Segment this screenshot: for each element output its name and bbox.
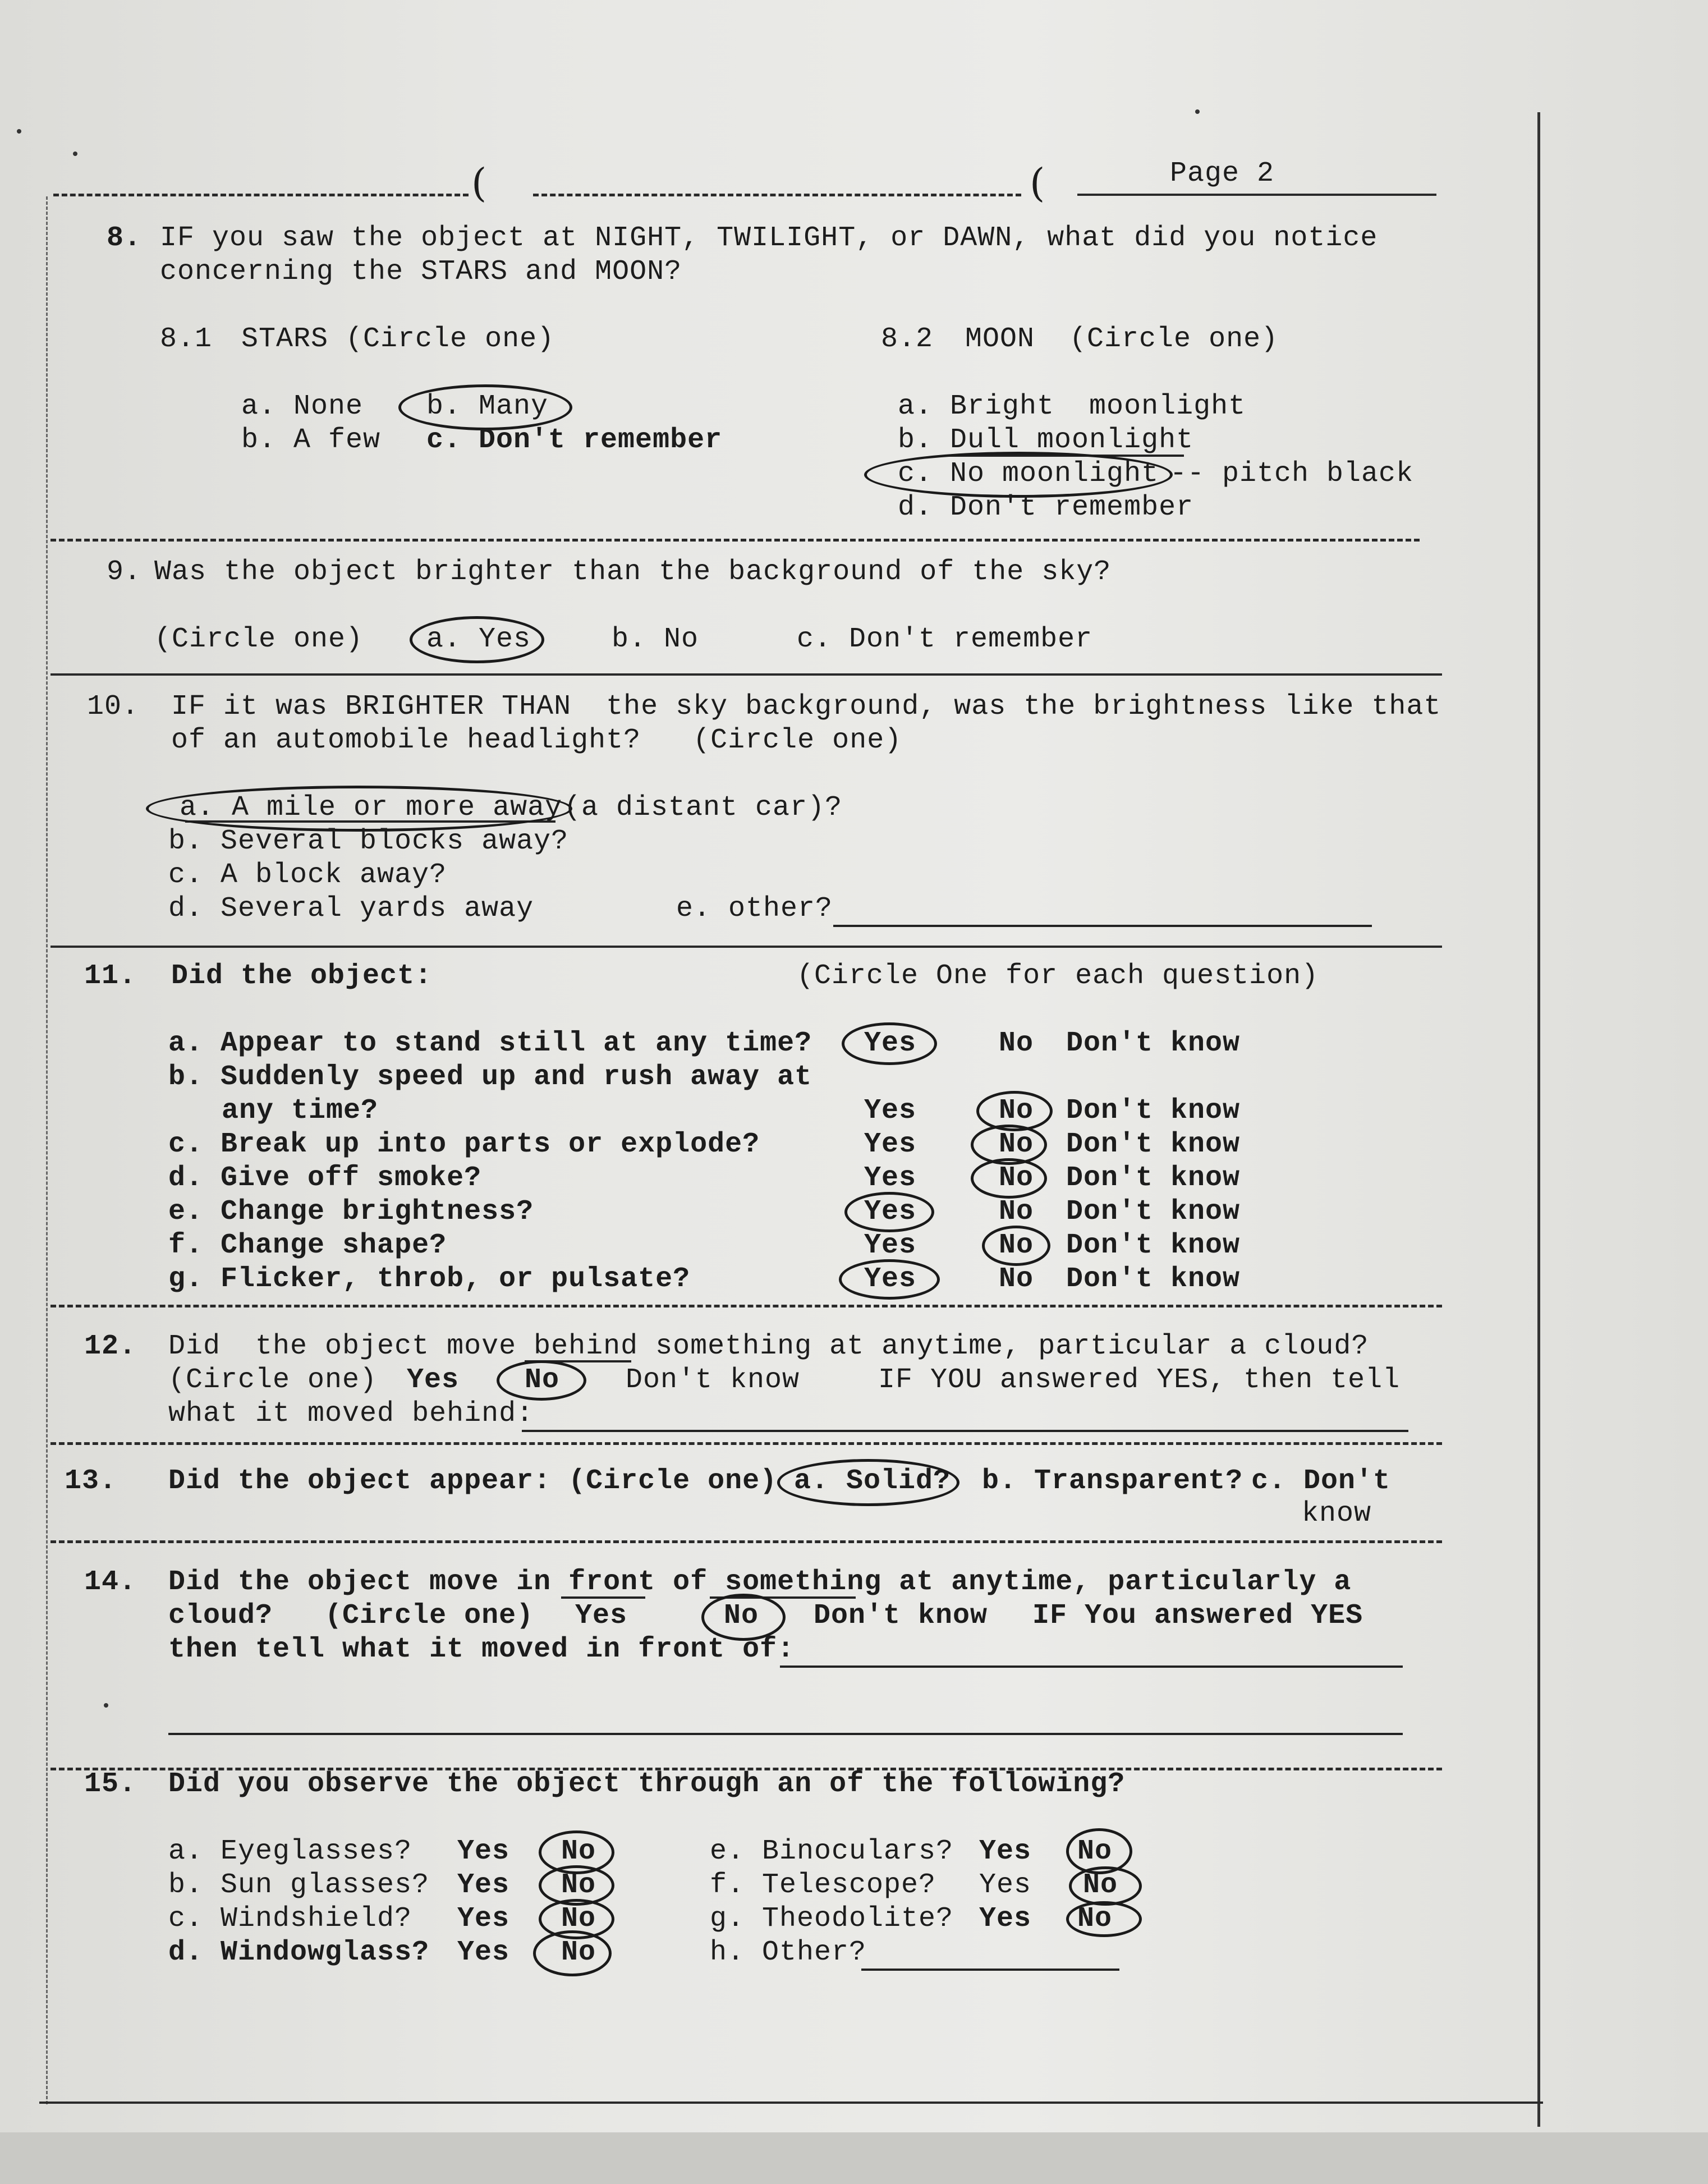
q11-row-c-dk[interactable]: Don't know — [1066, 1128, 1241, 1160]
q9-option-no[interactable]: b. No — [612, 623, 699, 655]
header-mark: ( — [471, 160, 487, 206]
q11-row-a-label: a. Appear to stand still at any time? — [168, 1027, 812, 1059]
q12-instruction: (Circle one) — [168, 1364, 378, 1396]
q14-no[interactable]: No — [724, 1600, 759, 1632]
q15-theodolite-yes[interactable]: Yes — [979, 1903, 1032, 1935]
q11-question: Did the object: — [171, 960, 433, 992]
q15-windowglass-yes[interactable]: Yes — [457, 1937, 510, 1969]
speck — [1195, 109, 1200, 114]
q9-option-yes[interactable]: a. Yes — [426, 623, 531, 655]
moon-pitch-black-note: -- pitch black — [1170, 458, 1414, 490]
q8-1-heading: STARS (Circle one) — [241, 323, 555, 355]
q13-option-b[interactable]: b. Transparent? — [982, 1465, 1243, 1497]
header-rule — [1077, 194, 1436, 196]
q11-row-b-label: b. Suddenly speed up and rush away at — [168, 1061, 812, 1093]
q14-number: 14. — [84, 1566, 137, 1598]
q15-sunglasses-yes[interactable]: Yes — [457, 1869, 510, 1901]
header-mark: ( — [1030, 160, 1045, 206]
speck — [104, 1703, 108, 1708]
q15-theodolite-circle — [1066, 1901, 1142, 1937]
q13-number: 13. — [65, 1465, 117, 1497]
q15-telescope-no[interactable]: No — [1083, 1869, 1118, 1901]
q15-windshield-yes[interactable]: Yes — [457, 1903, 510, 1935]
q10-question-line1: IF it was BRIGHTER THAN the sky background, was the brightness like that — [171, 691, 1441, 723]
q13-option-c[interactable]: c. Don't — [1251, 1465, 1391, 1497]
q15-windowglass-no[interactable]: No — [561, 1937, 596, 1969]
q11-row-a-circle — [842, 1022, 937, 1065]
q14-yes[interactable]: Yes — [575, 1600, 628, 1632]
q9-option-dont-remember[interactable]: c. Don't remember — [797, 623, 1093, 655]
q12-line3: what it moved behind: — [168, 1398, 534, 1430]
page-number: Page 2 — [1170, 158, 1275, 190]
right-margin-line — [1537, 112, 1540, 2127]
q15-telescope-circle — [1069, 1866, 1142, 1906]
q11-row-d-label: d. Give off smoke? — [168, 1162, 482, 1194]
q11-row-d-yes[interactable]: Yes — [864, 1162, 917, 1194]
stars-option-none[interactable]: a. None — [241, 391, 364, 423]
q14-answer-blank[interactable] — [780, 1665, 1403, 1668]
q11-row-a-dk[interactable]: Don't know — [1066, 1027, 1241, 1059]
q11-row-e-label: e. Change brightness? — [168, 1196, 534, 1228]
q11-row-g-label: g. Flicker, throb, or pulsate? — [168, 1263, 691, 1295]
q13-option-a[interactable]: a. Solid? — [794, 1465, 951, 1497]
q9-yes-circle — [410, 616, 544, 663]
q8-number: 8. — [107, 222, 142, 254]
q15-windshield-no[interactable]: No — [561, 1903, 596, 1935]
q15-question: Did you observe the object through an of the following? — [168, 1768, 1126, 1800]
q13-question: Did the object appear: (Circle one) — [168, 1465, 778, 1497]
q11-row-b-no[interactable]: No — [999, 1095, 1034, 1127]
section-divider — [50, 1305, 1442, 1307]
q15-telescope-label: f. Telescope? — [710, 1869, 936, 1901]
q15-eyeglasses-no[interactable]: No — [561, 1836, 596, 1868]
q13-option-c-cont: know — [1302, 1498, 1372, 1530]
q8-question-line1: IF you saw the object at NIGHT, TWILIGHT, or DAWN, what did you notice — [160, 222, 1378, 254]
q12-answer-blank[interactable] — [522, 1430, 1408, 1432]
q11-row-c-yes[interactable]: Yes — [864, 1128, 917, 1160]
section-divider — [50, 673, 1442, 676]
q10-question-line2: of an automobile headlight? (Circle one) — [171, 724, 902, 756]
q11-row-f-dk[interactable]: Don't know — [1066, 1229, 1241, 1261]
q11-row-d-dk[interactable]: Don't know — [1066, 1162, 1241, 1194]
q11-row-d-no[interactable]: No — [999, 1162, 1034, 1194]
q11-row-f-yes[interactable]: Yes — [864, 1229, 917, 1261]
q10-option-a-note: (a distant car)? — [564, 792, 843, 824]
q14-followup: IF You answered YES — [1032, 1600, 1363, 1632]
q14-dk[interactable]: Don't know — [814, 1600, 988, 1632]
q15-windowglass-circle — [533, 1930, 612, 1976]
q14-answer-blank-2[interactable] — [168, 1733, 1403, 1735]
q13-a-circle — [777, 1459, 959, 1506]
speck — [73, 152, 77, 156]
q12-dk[interactable]: Don't know — [626, 1364, 800, 1396]
q15-number: 15. — [84, 1768, 137, 1800]
q14-question-line2: cloud? (Circle one) — [168, 1600, 534, 1632]
q10-option-e[interactable]: e. other? — [676, 893, 833, 925]
stars-option-many[interactable]: b. Many — [426, 391, 549, 423]
q10-other-blank[interactable] — [833, 925, 1372, 927]
stars-option-few[interactable]: b. A few — [241, 424, 381, 456]
q9-number: 9. — [107, 556, 142, 588]
section-divider — [50, 946, 1442, 948]
q15-theodolite-label: g. Theodolite? — [710, 1903, 954, 1935]
moon-option-bright[interactable]: a. Bright moonlight — [898, 391, 1246, 423]
q8-2-number: 8.2 — [881, 323, 934, 355]
q15-binoculars-no[interactable]: No — [1077, 1836, 1113, 1868]
q12-yes[interactable]: Yes — [407, 1364, 460, 1396]
left-margin-line — [46, 196, 48, 2104]
q12-number: 12. — [84, 1330, 137, 1362]
speck — [17, 129, 21, 134]
q15-windowglass-label: d. Windowglass? — [168, 1937, 430, 1969]
q15-other-label: h. Other? — [710, 1937, 867, 1969]
q14-question-line1: Did the object move in front of something at anytime, particularly a — [168, 1566, 1352, 1598]
q11-row-c-label: c. Break up into parts or explode? — [168, 1128, 760, 1160]
q9-instruction: (Circle one) — [154, 623, 364, 655]
q11-row-g-no[interactable]: No — [999, 1263, 1034, 1295]
q11-row-b-dk[interactable]: Don't know — [1066, 1095, 1241, 1127]
q9-question: Was the object brighter than the background of the sky? — [154, 556, 1112, 588]
bottom-rule — [39, 2102, 1543, 2104]
q11-row-e-no[interactable]: No — [999, 1196, 1034, 1228]
q15-telescope-yes[interactable]: Yes — [979, 1869, 1032, 1901]
header-rule — [53, 194, 469, 196]
q11-row-d-circle — [971, 1158, 1047, 1199]
q11-row-g-yes[interactable]: Yes — [864, 1263, 917, 1295]
q15-other-blank[interactable] — [861, 1969, 1119, 1971]
q11-row-g-circle — [839, 1259, 940, 1300]
q11-number: 11. — [84, 960, 137, 992]
q12-followup: IF YOU answered YES, then tell — [878, 1364, 1401, 1396]
q12-no-circle — [497, 1360, 586, 1401]
stars-option-dont-remember[interactable]: c. Don't remember — [426, 424, 723, 456]
moon-option-dont-remember[interactable]: d. Don't remember — [898, 492, 1194, 524]
q11-row-g-dk[interactable]: Don't know — [1066, 1263, 1241, 1295]
q11-row-f-no[interactable]: No — [999, 1229, 1034, 1261]
q15-sunglasses-no[interactable]: No — [561, 1869, 596, 1901]
q11-row-e-dk[interactable]: Don't know — [1066, 1196, 1241, 1228]
header-rule — [533, 194, 1021, 196]
q8-2-heading: MOON (Circle one) — [965, 323, 1279, 355]
q11-row-f-circle — [982, 1226, 1050, 1266]
q11-row-f-label: f. Change shape? — [168, 1229, 447, 1261]
q11-row-c-no[interactable]: No — [999, 1128, 1034, 1160]
q11-row-b-label2: any time? — [222, 1095, 379, 1127]
section-divider — [50, 1540, 1442, 1543]
q15-eyeglasses-label: a. Eyeglasses? — [168, 1836, 412, 1868]
page-bottom-shadow — [0, 2132, 1708, 2184]
q12-no[interactable]: No — [525, 1364, 560, 1396]
q15-eyeglasses-yes[interactable]: Yes — [457, 1836, 510, 1868]
q10-option-a[interactable]: a. A mile or more away — [180, 792, 563, 824]
section-divider — [50, 539, 1420, 542]
q8-1-number: 8.1 — [160, 323, 213, 355]
q11-row-e-circle — [844, 1192, 934, 1232]
q11-instruction: (Circle One for each question) — [797, 960, 1319, 992]
q12-question-line1: Did the object move behind something at anytime, particular a cloud? — [168, 1330, 1369, 1362]
q10-option-d[interactable]: d. Several yards away — [168, 893, 534, 925]
q11-row-b-yes[interactable]: Yes — [864, 1095, 917, 1127]
q15-binoculars-yes[interactable]: Yes — [979, 1836, 1032, 1868]
q15-sunglasses-label: b. Sun glasses? — [168, 1869, 430, 1901]
q14-line3: then tell what it moved in front of: — [168, 1634, 795, 1665]
section-divider — [50, 1442, 1442, 1445]
q14-yes-underline — [561, 1596, 645, 1599]
q15-windshield-label: c. Windshield? — [168, 1903, 412, 1935]
q15-theodolite-no[interactable]: No — [1077, 1903, 1113, 1935]
q10-option-c[interactable]: c. A block away? — [168, 859, 447, 891]
q8-question-line2: concerning the STARS and MOON? — [160, 256, 682, 288]
q11-row-e-yes[interactable]: Yes — [864, 1196, 917, 1228]
moon-option-dull[interactable]: b. Dull moonlight — [898, 424, 1194, 456]
q10-number: 10. — [87, 691, 140, 723]
q15-binoculars-label: e. Binoculars? — [710, 1836, 954, 1868]
moon-option-none[interactable]: c. No moonlight — [898, 458, 1159, 490]
q10-option-b[interactable]: b. Several blocks away? — [168, 825, 569, 857]
q11-row-a-yes[interactable]: Yes — [864, 1027, 917, 1059]
q11-row-a-no[interactable]: No — [999, 1027, 1034, 1059]
